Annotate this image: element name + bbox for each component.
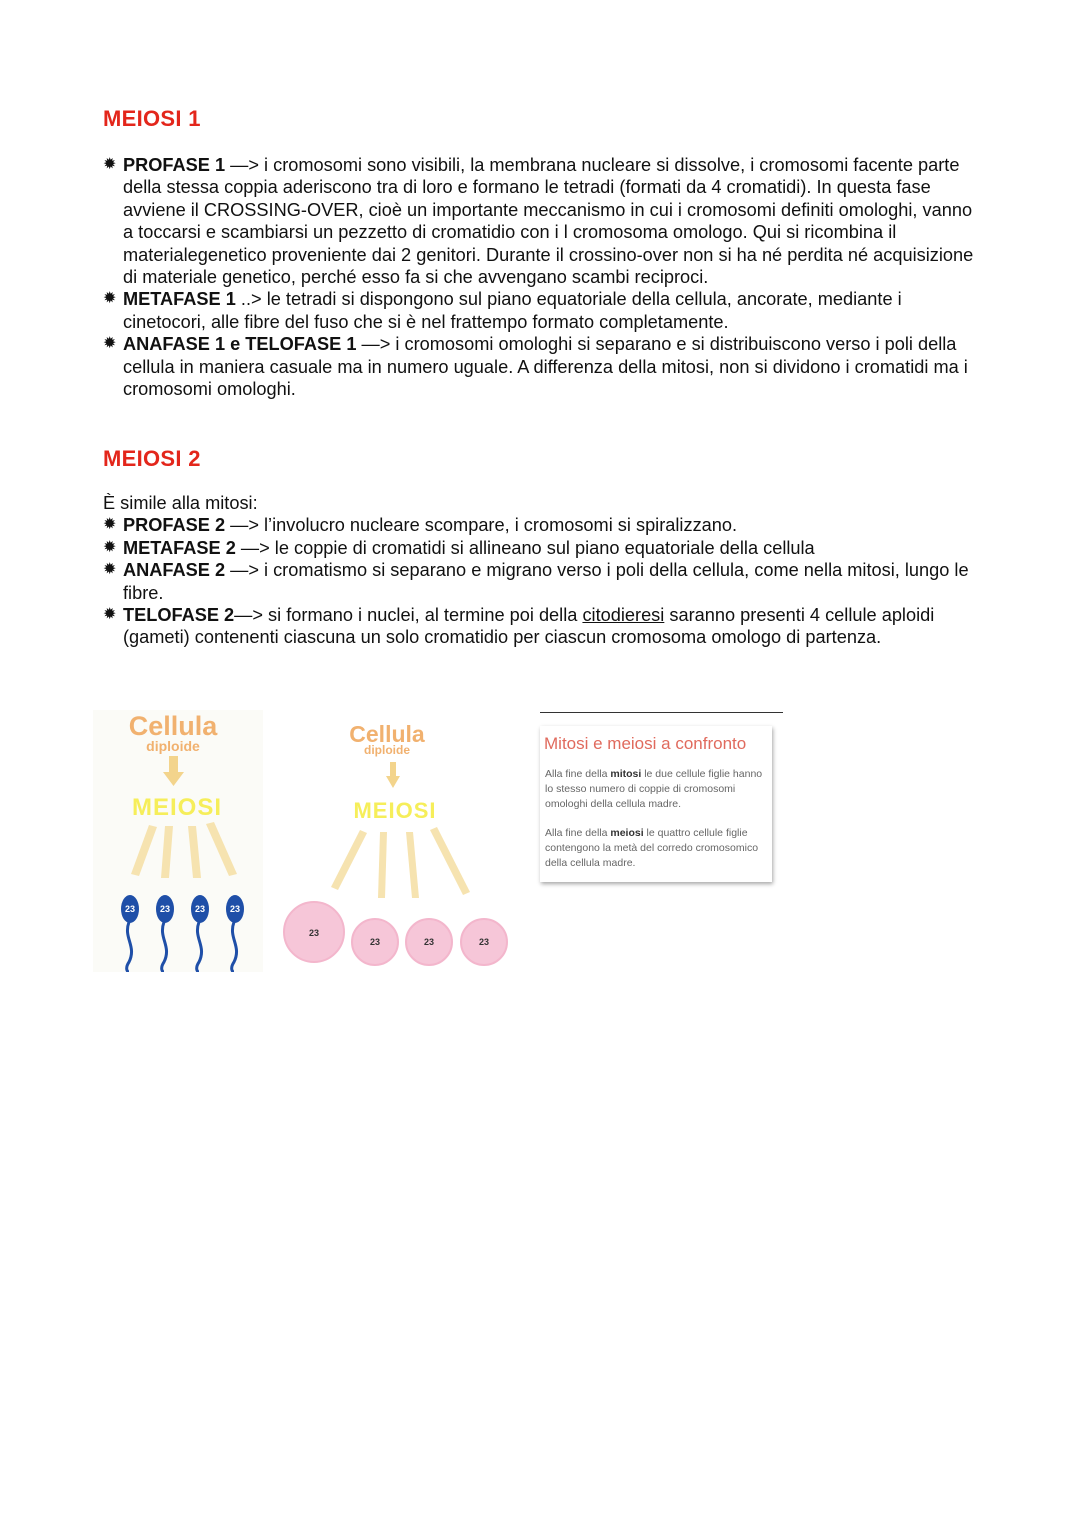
info-card-mitosi-meiosi [540,726,772,882]
figure-1-graphics [93,710,263,972]
info-p2-after: le quattro cellule figlie contengono la metà del corredo cromosomico della cellula madre. [545,827,759,869]
term-telofase-2: TELOFASE 2 [123,605,235,626]
info-card-paragraph-meiosi [545,826,765,871]
term-anafase-telofase-1: ANAFASE 1 e TELOFASE 1 [123,334,357,355]
meiosi-2-intro: È simile alla mitosi: [103,493,258,513]
info-p2-before: Alla fine della [545,827,611,839]
sperm-label-2: 23 [159,904,171,914]
list-item-metafase-2 [103,537,983,559]
info-card-title: Mitosi e meiosi a confronto [544,734,747,753]
sperm-cell-icon [121,895,139,972]
sperm-cell-icon [226,895,244,972]
bullet-star-icon: ✹ [103,538,117,556]
bullet-star-icon: ✹ [103,561,117,579]
egg-label-2: 23 [369,937,381,947]
text-telofase-2-after: saranno presenti 4 cellule aploidi (gameti) contenenti ciascuna un solo cromatidio per ciascun cromosoma omologo di partenza. [123,605,935,648]
term-profase-1: PROFASE 1 [123,155,226,175]
info-p2-bold: meiosi [610,827,644,839]
egg-cell-icon [461,919,507,965]
text-citodieresi: citodieresi [582,605,665,626]
meiosi-2-list-block [103,492,983,649]
figure-2-title: Cellula [349,721,425,747]
list-item-metafase-1 [103,288,983,333]
down-arrow-icon [163,756,184,786]
text-metafase-1: ..> le tetradi si dispongono sul piano equatoriale della cellula, ancorate, mediante i cinetocori, alle fibre del fuso che si è nel frattempo formato completamente. [123,289,902,332]
info-p1-bold: mitosi [610,768,642,780]
egg-label-4: 23 [478,937,490,947]
bullet-star-icon: ✹ [103,290,117,308]
sperm-cell-icon [191,895,209,972]
spermatozoa-group [121,895,244,972]
egg-cell-icon [284,902,344,962]
egg-cell-icon [406,919,452,965]
figure-2-graphics [282,712,510,970]
down-arrow-icon [386,762,400,788]
text-profase-2: —> l’involucro nucleare scompare, i cromosomi si spiralizzano. [225,515,738,536]
list-item-profase-2 [103,514,983,536]
divider-line [540,712,783,713]
arrow-fan-icon [331,827,470,898]
meiosi-1-list [103,154,983,400]
list-item-anafase-telofase-1 [103,333,983,400]
figure-2-process: MEIOSI [353,798,437,823]
sperm-cell-icon [156,895,174,972]
text-anafase-telofase-1: —> i cromosomi omologhi si separano e si distribuiscono verso i poli della cellula in maniera casuale ma in numero uguale. A differenza della mitosi, non si dividono i cromatidi ma i cromosomi omologhi. [123,334,968,400]
info-p1-after: le due cellule figlie hanno lo stesso numero di coppie di cromosomi omologhi della cellula madre. [545,768,763,810]
meiosi-2-list [103,514,983,648]
figure-meiosi-ovociti [282,712,510,970]
term-metafase-1: METAFASE 1 [123,289,236,310]
heading-meiosi-2: MEIOSI 2 [103,446,201,471]
figure-1-process: MEIOSI [131,794,222,821]
info-card-paragraph-mitosi [545,767,765,812]
figure-1-title: Cellula [128,711,218,741]
text-profase-1: —> i cromosomi sono visibili, la membrana nucleare si dissolve, i cromosomi facente parte della stessa coppia aderiscono tra di loro e formano le tetradi (formati da 4 cromatidi). In questa fase avviene il CROSSING-OVER, cioè un importante meccanismo in cui i cromosomi definiti omologhi, vanno a toccarsi e scambiarsi un pezzetto di cromatidio con i l cromosoma omologo. Qui si ricombina il materialegenetico proveniente dai 2 genitori. Durante il crossino-over non si ha né perdita né acquisizione di materiale genetico, perché esso fa si che avvengano scambi reciproci. [123,155,974,288]
figure-2-subtitle: diploide [364,743,410,757]
bullet-star-icon: ✹ [103,516,117,534]
egg-label-1: 23 [308,928,320,938]
sperm-label-4: 23 [229,904,241,914]
term-profase-2: PROFASE 2 [123,515,226,536]
list-item-telofase-2 [103,604,983,649]
sperm-label-1: 23 [124,904,136,914]
list-item-anafase-2 [103,559,983,604]
egg-cell-icon [352,919,398,965]
bullet-star-icon: ✹ [103,156,117,173]
arrow-fan-icon [131,822,237,878]
info-p1-before: Alla fine della [545,768,611,780]
text-metafase-2: —> le coppie di cromatidi si allineano sul piano equatoriale della cellula [235,537,815,558]
egg-cells-group [284,902,507,965]
term-anafase-2: ANAFASE 2 [123,560,226,581]
figure-meiosi-spermatozoi [93,710,263,972]
sperm-label-3: 23 [194,904,206,914]
bullet-star-icon: ✹ [103,335,117,353]
meiosi-1-list-block [103,154,983,400]
term-metafase-2: METAFASE 2 [123,537,236,558]
list-item-profase-1 [103,154,983,288]
figure-1-subtitle: diploide [146,738,200,754]
egg-label-3: 23 [423,937,435,947]
bullet-star-icon: ✹ [103,606,117,624]
heading-meiosi-1: MEIOSI 1 [103,106,201,131]
text-telofase-2-before: —> si formano i nuclei, al termine poi della [234,605,583,626]
text-anafase-2: —> i cromatismo si separano e migrano verso i poli della cellula, come nella mitosi, lungo le fibre. [123,560,969,603]
